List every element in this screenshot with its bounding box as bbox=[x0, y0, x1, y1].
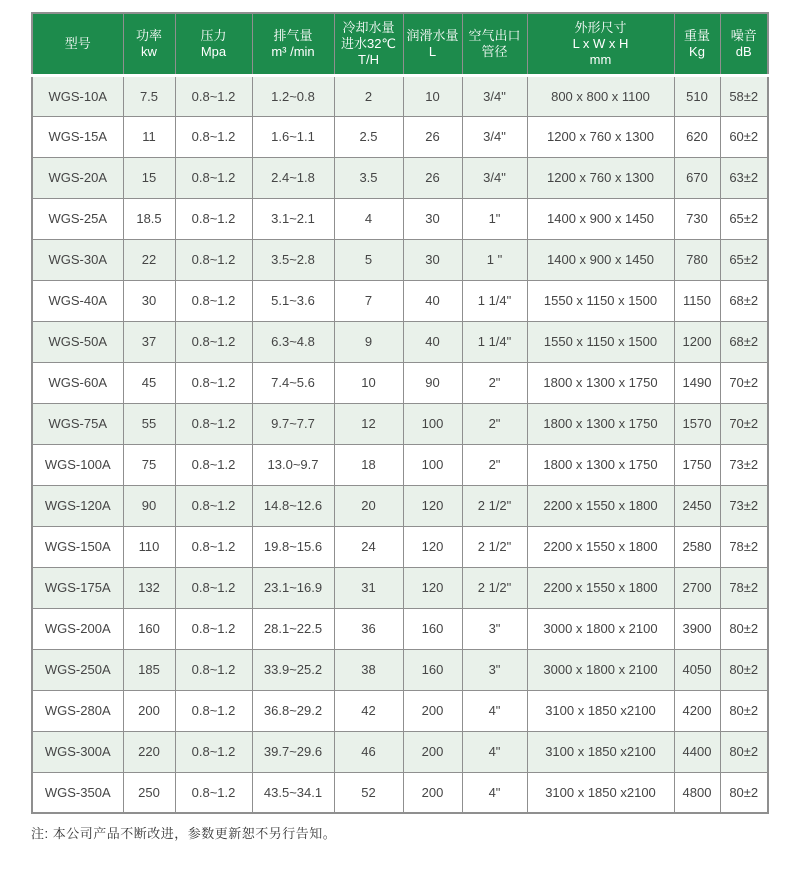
table-cell-cooling-water: 24 bbox=[334, 526, 403, 567]
table-cell-pressure: 0.8~1.2 bbox=[175, 157, 252, 198]
table-cell-pressure: 0.8~1.2 bbox=[175, 198, 252, 239]
table-row bbox=[32, 649, 768, 690]
table-cell-noise: 60±2 bbox=[720, 116, 768, 157]
table-row bbox=[32, 280, 768, 321]
table-cell-power: 7.5 bbox=[123, 75, 175, 116]
column-header-dimensions: 外形尺寸 L x W x H mm bbox=[527, 13, 674, 75]
table-cell-power: 110 bbox=[123, 526, 175, 567]
table-cell-weight: 4800 bbox=[674, 772, 720, 813]
table-cell-weight: 4200 bbox=[674, 690, 720, 731]
table-cell-model: WGS-350A bbox=[32, 772, 123, 813]
table-cell-dimensions: 3100 x 1850 x2100 bbox=[527, 731, 674, 772]
table-cell-displacement: 39.7~29.6 bbox=[252, 731, 334, 772]
table-cell-air-outlet: 2 1/2" bbox=[462, 485, 527, 526]
table-cell-air-outlet: 1 1/4" bbox=[462, 321, 527, 362]
table-cell-lubricating-water: 200 bbox=[403, 772, 462, 813]
table-cell-lubricating-water: 30 bbox=[403, 198, 462, 239]
table-cell-air-outlet: 2" bbox=[462, 444, 527, 485]
table-cell-air-outlet: 3" bbox=[462, 608, 527, 649]
table-cell-noise: 68±2 bbox=[720, 280, 768, 321]
table-cell-pressure: 0.8~1.2 bbox=[175, 485, 252, 526]
table-row bbox=[32, 690, 768, 731]
table-cell-model: WGS-30A bbox=[32, 239, 123, 280]
table-cell-air-outlet: 1 " bbox=[462, 239, 527, 280]
table-row bbox=[32, 321, 768, 362]
table-cell-model: WGS-15A bbox=[32, 116, 123, 157]
table-cell-air-outlet: 1" bbox=[462, 198, 527, 239]
table-cell-air-outlet: 4" bbox=[462, 731, 527, 772]
table-cell-power: 11 bbox=[123, 116, 175, 157]
table-cell-weight: 730 bbox=[674, 198, 720, 239]
table-cell-power: 18.5 bbox=[123, 198, 175, 239]
table-cell-cooling-water: 46 bbox=[334, 731, 403, 772]
table-cell-displacement: 28.1~22.5 bbox=[252, 608, 334, 649]
table-cell-displacement: 19.8~15.6 bbox=[252, 526, 334, 567]
table-cell-cooling-water: 9 bbox=[334, 321, 403, 362]
table-cell-weight: 510 bbox=[674, 75, 720, 116]
table-cell-lubricating-water: 200 bbox=[403, 690, 462, 731]
table-cell-cooling-water: 31 bbox=[334, 567, 403, 608]
table-row bbox=[32, 198, 768, 239]
table-cell-pressure: 0.8~1.2 bbox=[175, 403, 252, 444]
table-cell-cooling-water: 38 bbox=[334, 649, 403, 690]
table-row bbox=[32, 157, 768, 198]
table-cell-power: 22 bbox=[123, 239, 175, 280]
table-cell-pressure: 0.8~1.2 bbox=[175, 239, 252, 280]
table-cell-dimensions: 1400 x 900 x 1450 bbox=[527, 239, 674, 280]
table-cell-pressure: 0.8~1.2 bbox=[175, 444, 252, 485]
table-cell-noise: 80±2 bbox=[720, 731, 768, 772]
table-cell-model: WGS-250A bbox=[32, 649, 123, 690]
table-cell-model: WGS-100A bbox=[32, 444, 123, 485]
table-cell-weight: 1570 bbox=[674, 403, 720, 444]
table-row bbox=[32, 444, 768, 485]
table-cell-model: WGS-75A bbox=[32, 403, 123, 444]
table-cell-power: 37 bbox=[123, 321, 175, 362]
table-cell-model: WGS-60A bbox=[32, 362, 123, 403]
table-cell-weight: 4050 bbox=[674, 649, 720, 690]
table-cell-pressure: 0.8~1.2 bbox=[175, 567, 252, 608]
column-header-pressure: 压力 Mpa bbox=[175, 13, 252, 75]
table-cell-weight: 1490 bbox=[674, 362, 720, 403]
table-cell-dimensions: 3000 x 1800 x 2100 bbox=[527, 649, 674, 690]
table-cell-air-outlet: 4" bbox=[462, 772, 527, 813]
table-cell-model: WGS-40A bbox=[32, 280, 123, 321]
table-cell-pressure: 0.8~1.2 bbox=[175, 321, 252, 362]
table-cell-pressure: 0.8~1.2 bbox=[175, 731, 252, 772]
table-cell-model: WGS-150A bbox=[32, 526, 123, 567]
table-cell-cooling-water: 7 bbox=[334, 280, 403, 321]
table-cell-noise: 68±2 bbox=[720, 321, 768, 362]
table-cell-cooling-water: 2 bbox=[334, 75, 403, 116]
table-cell-cooling-water: 20 bbox=[334, 485, 403, 526]
table-cell-power: 250 bbox=[123, 772, 175, 813]
table-row bbox=[32, 608, 768, 649]
table-cell-power: 75 bbox=[123, 444, 175, 485]
table-cell-dimensions: 1800 x 1300 x 1750 bbox=[527, 403, 674, 444]
table-cell-displacement: 1.2~0.8 bbox=[252, 75, 334, 116]
table-cell-weight: 620 bbox=[674, 116, 720, 157]
table-cell-lubricating-water: 100 bbox=[403, 403, 462, 444]
table-cell-noise: 73±2 bbox=[720, 485, 768, 526]
table-cell-weight: 2700 bbox=[674, 567, 720, 608]
table-cell-displacement: 33.9~25.2 bbox=[252, 649, 334, 690]
table-cell-power: 15 bbox=[123, 157, 175, 198]
table-cell-noise: 58±2 bbox=[720, 75, 768, 116]
table-row bbox=[32, 485, 768, 526]
table-cell-cooling-water: 2.5 bbox=[334, 116, 403, 157]
table-cell-air-outlet: 3/4" bbox=[462, 157, 527, 198]
table-cell-noise: 80±2 bbox=[720, 772, 768, 813]
table-cell-model: WGS-120A bbox=[32, 485, 123, 526]
table-cell-model: WGS-10A bbox=[32, 75, 123, 116]
table-cell-displacement: 9.7~7.7 bbox=[252, 403, 334, 444]
table-cell-displacement: 5.1~3.6 bbox=[252, 280, 334, 321]
table-cell-noise: 80±2 bbox=[720, 608, 768, 649]
table-cell-dimensions: 1800 x 1300 x 1750 bbox=[527, 362, 674, 403]
table-cell-displacement: 14.8~12.6 bbox=[252, 485, 334, 526]
table-cell-pressure: 0.8~1.2 bbox=[175, 608, 252, 649]
table-cell-pressure: 0.8~1.2 bbox=[175, 649, 252, 690]
table-cell-lubricating-water: 160 bbox=[403, 649, 462, 690]
table-cell-noise: 80±2 bbox=[720, 690, 768, 731]
column-header-displacement: 排气量 m³ /min bbox=[252, 13, 334, 75]
table-cell-model: WGS-20A bbox=[32, 157, 123, 198]
table-cell-noise: 78±2 bbox=[720, 567, 768, 608]
table-cell-displacement: 2.4~1.8 bbox=[252, 157, 334, 198]
table-cell-model: WGS-200A bbox=[32, 608, 123, 649]
table-cell-noise: 73±2 bbox=[720, 444, 768, 485]
table-row bbox=[32, 116, 768, 157]
footer-note: 注: 本公司产品不断改进，参数更新恕不另行告知。 bbox=[31, 826, 337, 841]
table-cell-air-outlet: 3/4" bbox=[462, 116, 527, 157]
table-cell-power: 185 bbox=[123, 649, 175, 690]
table-cell-power: 160 bbox=[123, 608, 175, 649]
table-cell-power: 30 bbox=[123, 280, 175, 321]
table-cell-lubricating-water: 120 bbox=[403, 567, 462, 608]
table-row bbox=[32, 239, 768, 280]
table-cell-model: WGS-175A bbox=[32, 567, 123, 608]
table-cell-air-outlet: 2 1/2" bbox=[462, 567, 527, 608]
table-cell-weight: 670 bbox=[674, 157, 720, 198]
table-cell-weight: 4400 bbox=[674, 731, 720, 772]
table-cell-power: 220 bbox=[123, 731, 175, 772]
table-header-row bbox=[32, 13, 768, 75]
table-cell-pressure: 0.8~1.2 bbox=[175, 772, 252, 813]
table-cell-dimensions: 2200 x 1550 x 1800 bbox=[527, 526, 674, 567]
table-cell-dimensions: 1200 x 760 x 1300 bbox=[527, 157, 674, 198]
table-cell-dimensions: 800 x 800 x 1100 bbox=[527, 75, 674, 116]
table-cell-weight: 1200 bbox=[674, 321, 720, 362]
table-cell-lubricating-water: 120 bbox=[403, 485, 462, 526]
table-cell-lubricating-water: 160 bbox=[403, 608, 462, 649]
table-cell-power: 45 bbox=[123, 362, 175, 403]
table-cell-cooling-water: 5 bbox=[334, 239, 403, 280]
table-cell-dimensions: 2200 x 1550 x 1800 bbox=[527, 485, 674, 526]
table-cell-air-outlet: 2 1/2" bbox=[462, 526, 527, 567]
table-cell-pressure: 0.8~1.2 bbox=[175, 75, 252, 116]
column-header-power: 功率 kw bbox=[123, 13, 175, 75]
table-cell-cooling-water: 36 bbox=[334, 608, 403, 649]
table-cell-noise: 65±2 bbox=[720, 239, 768, 280]
table-cell-cooling-water: 4 bbox=[334, 198, 403, 239]
table-cell-dimensions: 1200 x 760 x 1300 bbox=[527, 116, 674, 157]
table-cell-displacement: 3.1~2.1 bbox=[252, 198, 334, 239]
table-cell-air-outlet: 3" bbox=[462, 649, 527, 690]
table-cell-dimensions: 1800 x 1300 x 1750 bbox=[527, 444, 674, 485]
table-cell-weight: 1750 bbox=[674, 444, 720, 485]
table-cell-noise: 70±2 bbox=[720, 362, 768, 403]
table-cell-displacement: 23.1~16.9 bbox=[252, 567, 334, 608]
table-cell-displacement: 36.8~29.2 bbox=[252, 690, 334, 731]
table-cell-lubricating-water: 10 bbox=[403, 75, 462, 116]
table-cell-noise: 63±2 bbox=[720, 157, 768, 198]
table-cell-dimensions: 1400 x 900 x 1450 bbox=[527, 198, 674, 239]
table-cell-lubricating-water: 120 bbox=[403, 526, 462, 567]
table-cell-noise: 70±2 bbox=[720, 403, 768, 444]
table-cell-dimensions: 1550 x 1150 x 1500 bbox=[527, 321, 674, 362]
table-cell-air-outlet: 2" bbox=[462, 362, 527, 403]
table-cell-noise: 65±2 bbox=[720, 198, 768, 239]
table-cell-cooling-water: 10 bbox=[334, 362, 403, 403]
table-cell-weight: 1150 bbox=[674, 280, 720, 321]
table-cell-weight: 2580 bbox=[674, 526, 720, 567]
table-cell-displacement: 7.4~5.6 bbox=[252, 362, 334, 403]
table-row bbox=[32, 731, 768, 772]
table-cell-model: WGS-300A bbox=[32, 731, 123, 772]
table-cell-air-outlet: 4" bbox=[462, 690, 527, 731]
spec-table bbox=[31, 12, 769, 814]
table-cell-lubricating-water: 100 bbox=[403, 444, 462, 485]
table-cell-pressure: 0.8~1.2 bbox=[175, 280, 252, 321]
table-cell-pressure: 0.8~1.2 bbox=[175, 362, 252, 403]
column-header-weight: 重量 Kg bbox=[674, 13, 720, 75]
table-cell-power: 200 bbox=[123, 690, 175, 731]
table-cell-cooling-water: 42 bbox=[334, 690, 403, 731]
table-cell-power: 90 bbox=[123, 485, 175, 526]
table-cell-pressure: 0.8~1.2 bbox=[175, 526, 252, 567]
table-cell-displacement: 1.6~1.1 bbox=[252, 116, 334, 157]
table-cell-weight: 2450 bbox=[674, 485, 720, 526]
table-cell-power: 55 bbox=[123, 403, 175, 444]
table-cell-weight: 3900 bbox=[674, 608, 720, 649]
table-cell-lubricating-water: 90 bbox=[403, 362, 462, 403]
column-header-air-outlet: 空气出口 管径 bbox=[462, 13, 527, 75]
table-cell-cooling-water: 18 bbox=[334, 444, 403, 485]
table-cell-dimensions: 3000 x 1800 x 2100 bbox=[527, 608, 674, 649]
table-cell-dimensions: 3100 x 1850 x2100 bbox=[527, 772, 674, 813]
table-cell-noise: 78±2 bbox=[720, 526, 768, 567]
table-cell-dimensions: 3100 x 1850 x2100 bbox=[527, 690, 674, 731]
table-cell-pressure: 0.8~1.2 bbox=[175, 690, 252, 731]
table-cell-dimensions: 2200 x 1550 x 1800 bbox=[527, 567, 674, 608]
table-row bbox=[32, 75, 768, 116]
column-header-lubricating-water: 润滑水量 L bbox=[403, 13, 462, 75]
column-header-cooling-water: 冷却水量 进水32℃ T/H bbox=[334, 13, 403, 75]
column-header-noise: 噪音 dB bbox=[720, 13, 768, 75]
table-cell-pressure: 0.8~1.2 bbox=[175, 116, 252, 157]
table-cell-air-outlet: 3/4" bbox=[462, 75, 527, 116]
table-cell-lubricating-water: 200 bbox=[403, 731, 462, 772]
table-cell-noise: 80±2 bbox=[720, 649, 768, 690]
table-cell-model: WGS-280A bbox=[32, 690, 123, 731]
table-cell-model: WGS-50A bbox=[32, 321, 123, 362]
table-cell-power: 132 bbox=[123, 567, 175, 608]
table-cell-lubricating-water: 26 bbox=[403, 157, 462, 198]
table-cell-model: WGS-25A bbox=[32, 198, 123, 239]
table-cell-dimensions: 1550 x 1150 x 1500 bbox=[527, 280, 674, 321]
table-row bbox=[32, 362, 768, 403]
table-row bbox=[32, 567, 768, 608]
table-cell-lubricating-water: 40 bbox=[403, 321, 462, 362]
table-cell-air-outlet: 2" bbox=[462, 403, 527, 444]
table-cell-cooling-water: 52 bbox=[334, 772, 403, 813]
table-cell-lubricating-water: 40 bbox=[403, 280, 462, 321]
table-row bbox=[32, 772, 768, 813]
table-cell-displacement: 3.5~2.8 bbox=[252, 239, 334, 280]
table-cell-air-outlet: 1 1/4" bbox=[462, 280, 527, 321]
table-cell-cooling-water: 12 bbox=[334, 403, 403, 444]
table-cell-lubricating-water: 30 bbox=[403, 239, 462, 280]
table-cell-displacement: 6.3~4.8 bbox=[252, 321, 334, 362]
table-cell-displacement: 13.0~9.7 bbox=[252, 444, 334, 485]
table-cell-weight: 780 bbox=[674, 239, 720, 280]
table-cell-lubricating-water: 26 bbox=[403, 116, 462, 157]
table-cell-cooling-water: 3.5 bbox=[334, 157, 403, 198]
table-row bbox=[32, 526, 768, 567]
table-cell-displacement: 43.5~34.1 bbox=[252, 772, 334, 813]
table-row bbox=[32, 403, 768, 444]
column-header-model: 型号 bbox=[32, 13, 123, 75]
